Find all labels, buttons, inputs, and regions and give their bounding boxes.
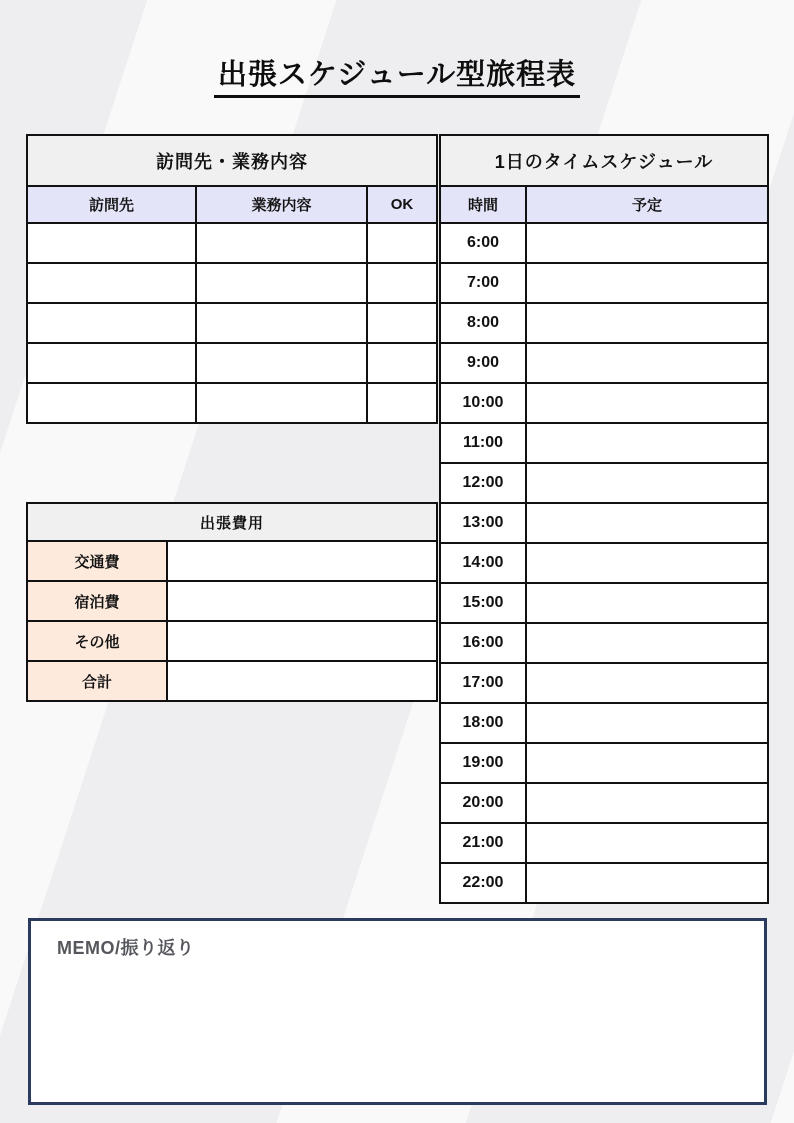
- schedule-plan-cell[interactable]: [525, 624, 767, 662]
- page-header: [0, 52, 794, 98]
- schedule-plan-cell[interactable]: [525, 584, 767, 622]
- schedule-plan-cell[interactable]: [525, 464, 767, 502]
- visit-table: [26, 134, 438, 424]
- schedule-row: [441, 782, 767, 822]
- schedule-row: [441, 862, 767, 902]
- schedule-row: [441, 702, 767, 742]
- visit-place-cell[interactable]: [28, 224, 195, 262]
- visit-place-cell[interactable]: [28, 264, 195, 302]
- schedule-plan-cell[interactable]: [525, 264, 767, 302]
- visit-row: [28, 342, 436, 382]
- visit-row: [28, 222, 436, 262]
- schedule-row: [441, 462, 767, 502]
- visit-ok-cell[interactable]: [366, 344, 436, 382]
- schedule-col-header-plan: 予定: [525, 187, 767, 222]
- visit-work-cell[interactable]: [195, 264, 366, 302]
- schedule-time-label: 11:00: [462, 434, 504, 451]
- expense-label: 合計: [28, 662, 166, 700]
- visit-work-cell[interactable]: [195, 224, 366, 262]
- expense-row: [28, 620, 436, 660]
- visit-row: [28, 262, 436, 302]
- visit-place-cell[interactable]: [28, 304, 195, 342]
- schedule-row: [441, 822, 767, 862]
- schedule-header-row: [441, 185, 767, 222]
- schedule-time-label: 16:00: [462, 634, 504, 651]
- schedule-row: [441, 422, 767, 462]
- schedule-time-label: 21:00: [462, 834, 504, 851]
- schedule-table: [439, 134, 769, 904]
- visit-work-cell[interactable]: [195, 384, 366, 422]
- schedule-row: [441, 502, 767, 542]
- schedule-plan-cell[interactable]: [525, 344, 767, 382]
- schedule-plan-cell[interactable]: [525, 664, 767, 702]
- memo-box: [28, 918, 767, 1105]
- schedule-row: [441, 302, 767, 342]
- expense-row: [28, 540, 436, 580]
- expense-value-cell[interactable]: [166, 622, 436, 660]
- schedule-table-title: 1日のタイムスケジュール: [441, 136, 767, 185]
- schedule-plan-cell[interactable]: [525, 544, 767, 582]
- schedule-time-label: 8:00: [466, 314, 500, 331]
- visit-row: [28, 382, 436, 422]
- schedule-time-label: 15:00: [462, 594, 504, 611]
- visit-col-header-place: 訪問先: [88, 197, 134, 214]
- schedule-time-label: 18:00: [462, 714, 504, 731]
- expense-label: 交通費: [28, 542, 166, 580]
- schedule-time-label: 22:00: [462, 874, 504, 891]
- visit-ok-cell[interactable]: [366, 304, 436, 342]
- schedule-row: [441, 262, 767, 302]
- schedule-time-label: 6:00: [466, 234, 500, 251]
- schedule-plan-cell[interactable]: [525, 424, 767, 462]
- expense-table-title: 出張費用: [28, 504, 436, 540]
- expense-value-cell[interactable]: [166, 662, 436, 700]
- schedule-time-label: 20:00: [462, 794, 504, 811]
- schedule-plan-cell[interactable]: [525, 864, 767, 902]
- expense-label: その他: [28, 622, 166, 660]
- schedule-plan-cell[interactable]: [525, 304, 767, 342]
- visit-work-cell[interactable]: [195, 304, 366, 342]
- visit-table-title: 訪問先・業務内容: [28, 136, 436, 185]
- schedule-row: [441, 222, 767, 262]
- expense-value-cell[interactable]: [166, 582, 436, 620]
- page-title: 出張スケジュール型旅程表: [214, 52, 580, 98]
- visit-table-header-row: [28, 185, 436, 222]
- memo-label: MEMO/振り返り: [57, 938, 195, 958]
- visit-col-header-work: 業務内容: [195, 187, 366, 222]
- schedule-time-label: 12:00: [462, 474, 504, 491]
- visit-work-cell[interactable]: [195, 344, 366, 382]
- schedule-plan-cell[interactable]: [525, 824, 767, 862]
- schedule-row: [441, 622, 767, 662]
- schedule-time-label: 7:00: [466, 274, 500, 291]
- schedule-time-label: 13:00: [462, 514, 504, 531]
- schedule-plan-cell[interactable]: [525, 384, 767, 422]
- visit-col-header-ok: OK: [366, 187, 436, 222]
- schedule-time-label: 17:00: [462, 674, 504, 691]
- schedule-plan-cell[interactable]: [525, 704, 767, 742]
- expense-row: [28, 580, 436, 620]
- expense-value-cell[interactable]: [166, 542, 436, 580]
- schedule-time-label: 10:00: [462, 394, 504, 411]
- schedule-row: [441, 742, 767, 782]
- visit-ok-cell[interactable]: [366, 384, 436, 422]
- expense-label: 宿泊費: [28, 582, 166, 620]
- schedule-plan-cell[interactable]: [525, 784, 767, 822]
- schedule-row: [441, 662, 767, 702]
- schedule-row: [441, 382, 767, 422]
- visit-ok-cell[interactable]: [366, 264, 436, 302]
- expense-row: [28, 660, 436, 700]
- visit-row: [28, 302, 436, 342]
- schedule-time-label: 19:00: [462, 754, 504, 771]
- schedule-col-header-time: 時間: [467, 197, 498, 214]
- memo-content-area[interactable]: [31, 960, 764, 1080]
- visit-place-cell[interactable]: [28, 384, 195, 422]
- schedule-plan-cell[interactable]: [525, 224, 767, 262]
- schedule-time-label: 14:00: [462, 554, 504, 571]
- visit-ok-cell[interactable]: [366, 224, 436, 262]
- schedule-plan-cell[interactable]: [525, 504, 767, 542]
- schedule-plan-cell[interactable]: [525, 744, 767, 782]
- schedule-row: [441, 342, 767, 382]
- schedule-row: [441, 582, 767, 622]
- schedule-time-label: 9:00: [466, 354, 500, 371]
- expense-table: [26, 502, 438, 702]
- schedule-row: [441, 542, 767, 582]
- visit-place-cell[interactable]: [28, 344, 195, 382]
